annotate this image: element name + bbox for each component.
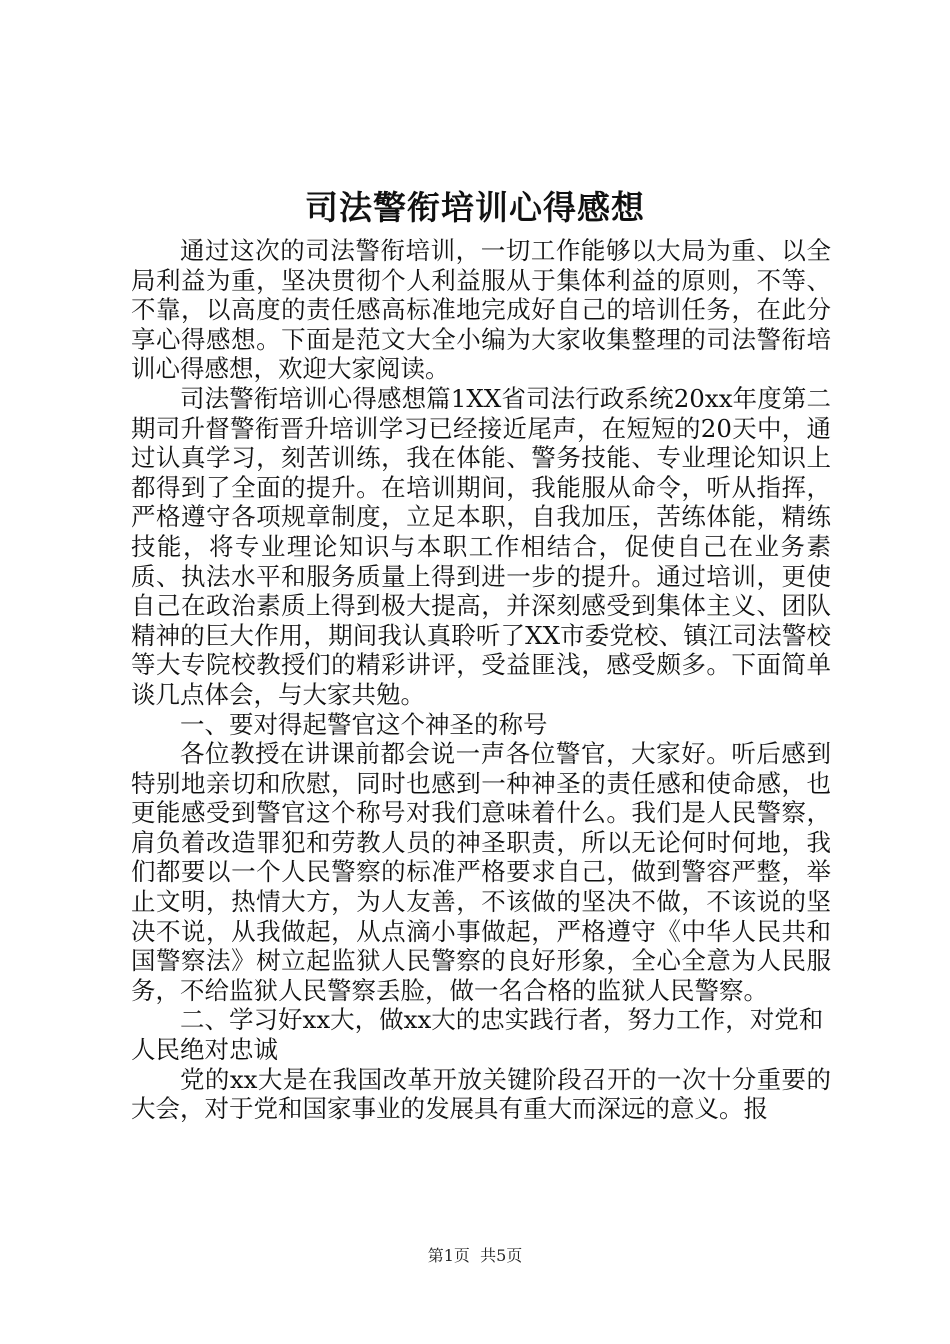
paragraph-intro: 通过这次的司法警衔培训，一切工作能够以大局为重、以全局利益为重，坚决贯彻个人利益服从于集体利益的原则，不等、不靠，以高度的责任感高标准地完成好自己的培训任务，在此分享心得感想。下面是范文大全小编为大家收集整理的司法警衔培训心得感想，欢迎大家阅读。	[131, 236, 831, 384]
document-title: 司法警衔培训心得感想	[305, 188, 645, 227]
page-footer: 第1页 共5页	[427, 1246, 523, 1265]
paragraph-section-2: 党的xx大是在我国改革开放关键阶段召开的一次十分重要的大会，对于党和国家事业的发展具有重大而深远的意义。报	[131, 1064, 831, 1124]
paragraph-article-1: 司法警衔培训心得感想篇1XX省司法行政系统20xx年度第二期司升督警衔晋升培训学习已经接近尾声，在短短的20天中，通过认真学习，刻苦训练，我在体能、警务技能、专业理论知识上都得到了全面的提升。在培训期间，我能服从命令，听从指挥，严格遵守各项规章制度，立足本职，自我加压，苦练体能，精练技能，将专业理论知识与本职工作相结合，促使自己在业务素质、执法水平和服务质量上得到进一步的提升。通过培训，更使自己在政治素质上得到极大提高，并深刻感受到集体主义、团队精神的巨大作用，期间我认真聆听了XX市委党校、镇江司法警校等大专院校教授们的精彩讲评，受益匪浅，感受颇多。下面简单谈几点体会，与大家共勉。	[131, 383, 831, 709]
section-heading-1: 一、要对得起警官这个神圣的称号	[180, 709, 548, 739]
paragraph-section-1: 各位教授在讲课前都会说一声各位警官，大家好。听后感到特别地亲切和欣慰，同时也感到一种神圣的责任感和使命感，也更能感受到警官这个称号对我们意味着什么。我们是人民警察，肩负着改造罪犯和劳教人员的神圣职责，所以无论何时何地，我们都要以一个人民警察的标准严格要求自己，做到警容严整，举止文明，热情大方，为人友善，不该做的坚决不做，不该说的坚决不说，从我做起，从点滴小事做起，严格遵守《中华人民共和国警察法》树立起监狱人民警察的良好形象，全心全意为人民服务，不给监狱人民警察丢脸，做一名合格的监狱人民警察。	[131, 739, 831, 1005]
section-heading-2: 二、学习好xx大，做xx大的忠实践行者，努力工作，对党和人民绝对忠诚	[131, 1005, 824, 1065]
document-body	[131, 236, 831, 1124]
